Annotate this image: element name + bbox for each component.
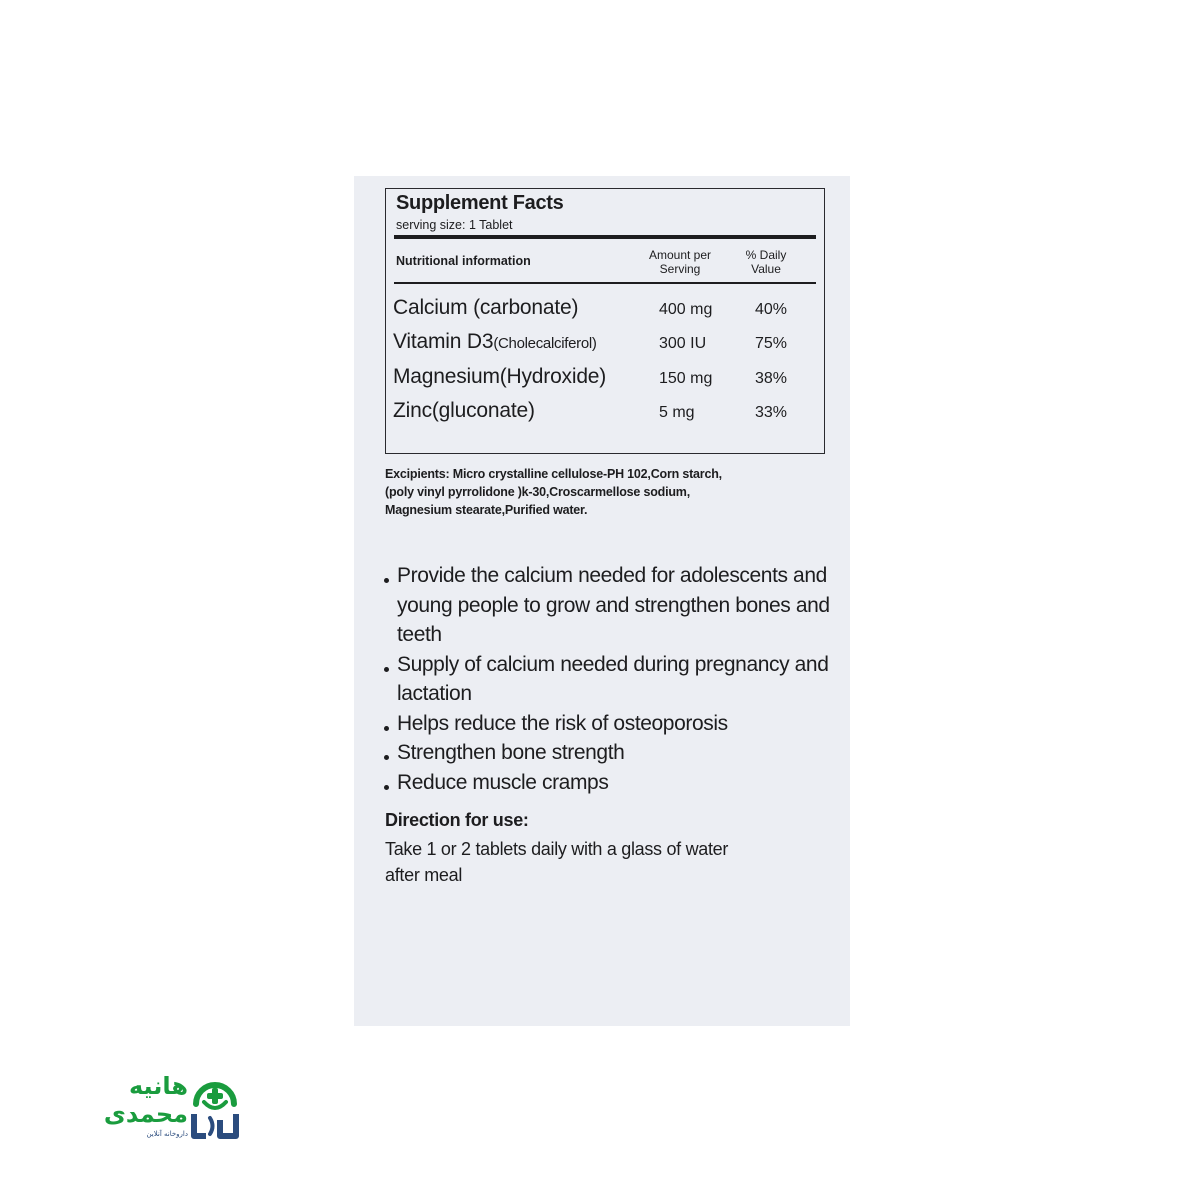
header-dv-line1: % Daily bbox=[745, 248, 787, 262]
nutrient-row-magnesium bbox=[386, 365, 824, 395]
supplement-facts-panel bbox=[385, 188, 825, 454]
header-daily-value bbox=[734, 248, 798, 276]
benefit-item bbox=[384, 650, 834, 709]
excipients-line: Excipients: Micro crystalline cellulose-PH 102,Corn starch, bbox=[385, 467, 722, 481]
header-amount-per-serving bbox=[634, 248, 726, 276]
nutrient-name-extra: (Cholecalciferol) bbox=[493, 335, 597, 352]
direction-title: Direction for use: bbox=[385, 810, 529, 830]
thick-divider bbox=[394, 235, 816, 239]
nutrient-row-zinc bbox=[386, 399, 824, 429]
serving-size: serving size: 1 Tablet bbox=[396, 218, 513, 232]
nutrient-name bbox=[393, 330, 597, 354]
header-amount-line1: Amount per bbox=[648, 248, 712, 262]
pharmacy-logo[interactable] bbox=[60, 1070, 240, 1150]
nutrient-daily-value: 40% bbox=[755, 301, 788, 318]
benefit-text: Reduce muscle cramps bbox=[397, 770, 609, 794]
benefits-list bbox=[384, 561, 834, 797]
benefit-text: Strengthen bone strength bbox=[397, 741, 625, 764]
nutrient-amount: 5 mg bbox=[659, 404, 695, 421]
nutrient-name-main: Calcium (carbonate) bbox=[393, 296, 579, 319]
logo-wordmark bbox=[68, 1072, 188, 1128]
header-dv-line2: Value bbox=[751, 262, 781, 276]
benefit-item bbox=[384, 738, 834, 768]
logo-name-line2: محمدی bbox=[103, 1100, 188, 1128]
header-nutritional-information: Nutritional information bbox=[396, 254, 531, 268]
pharmacy-emblem-icon bbox=[190, 1074, 240, 1140]
nutrient-daily-value: 38% bbox=[755, 370, 788, 387]
header-amount-line2: Serving bbox=[659, 262, 701, 276]
benefit-text: Supply of calcium needed during pregnancy and lactation bbox=[397, 652, 829, 705]
direction-line: after meal bbox=[385, 865, 463, 885]
direction-text bbox=[385, 836, 805, 888]
nutrient-daily-value: 75% bbox=[755, 335, 788, 352]
logo-name-line1: هانیه bbox=[128, 1072, 188, 1100]
nutrient-name-main: Zinc(gluconate) bbox=[393, 399, 535, 422]
benefit-text: Provide the calcium needed for adolescents and young people to grow and strengthen bones and teeth bbox=[397, 564, 830, 646]
bullet-icon bbox=[384, 578, 389, 583]
nutrient-daily-value: 33% bbox=[755, 404, 788, 421]
excipients-text bbox=[385, 465, 805, 519]
product-label-card bbox=[354, 176, 850, 1026]
nutrient-amount: 300 IU bbox=[659, 335, 707, 352]
thin-divider bbox=[394, 282, 816, 284]
nutrient-amount: 150 mg bbox=[659, 370, 713, 387]
nutrient-row-calcium bbox=[386, 296, 824, 326]
nutrient-name-main: Magnesium(Hydroxide) bbox=[393, 365, 607, 388]
excipients-line: Magnesium stearate,Purified water. bbox=[385, 503, 588, 517]
logo-subtitle: داروخانه آنلاین bbox=[146, 1130, 188, 1138]
bullet-icon bbox=[384, 667, 389, 672]
bullet-icon bbox=[384, 755, 389, 760]
facts-title: Supplement Facts bbox=[396, 192, 564, 214]
direction-line: Take 1 or 2 tablets daily with a glass of water bbox=[385, 839, 729, 859]
benefit-item bbox=[384, 768, 834, 798]
benefit-item bbox=[384, 709, 834, 739]
nutrient-name-main: Vitamin D3 bbox=[393, 330, 494, 353]
benefit-item bbox=[384, 561, 834, 650]
excipients-line: (poly vinyl pyrrolidone )k-30,Croscarmellose sodium, bbox=[385, 485, 690, 499]
nutrient-name bbox=[393, 296, 578, 320]
nutrient-amount: 400 mg bbox=[659, 301, 713, 318]
bullet-icon bbox=[384, 785, 389, 790]
bullet-icon bbox=[384, 726, 389, 731]
nutrient-row-vitamin-d3 bbox=[386, 330, 824, 360]
benefit-text: Helps reduce the risk of osteoporosis bbox=[397, 711, 728, 735]
nutrient-name bbox=[393, 399, 535, 423]
nutrient-name bbox=[393, 365, 606, 389]
